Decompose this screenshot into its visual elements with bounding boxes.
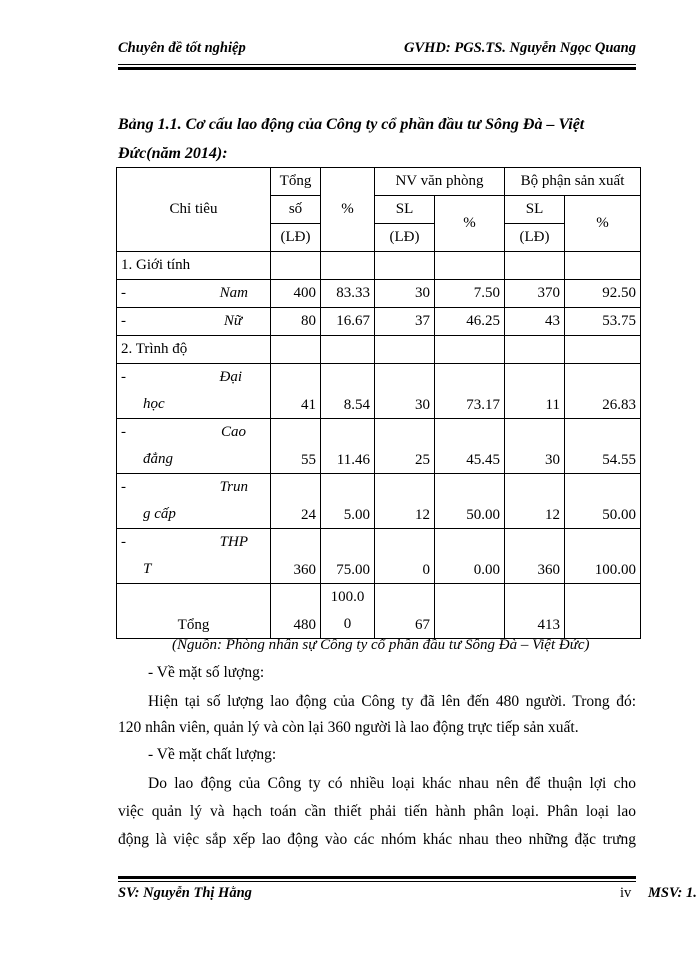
row-label: - Nam: [117, 280, 271, 308]
header-rule: [118, 64, 636, 65]
table-row: - Trun g cấp 24 5.00 12 50.00 12 50.00: [117, 474, 641, 529]
row-label: - THP T: [117, 529, 271, 584]
group-label: 1. Giới tính: [117, 252, 271, 280]
total-pct: 100.0 0: [321, 584, 375, 639]
table-row: - Đại học 41 8.54 30 73.17 11 26.83: [117, 364, 641, 419]
footer-msv: MSV: 1.: [648, 885, 697, 901]
header-bo-phan-san-xuat: Bộ phận sản xuất: [505, 168, 641, 196]
group-row-gioi-tinh: [117, 252, 641, 280]
table-source: (Nguồn: Phòng nhân sự Công ty cổ phần đầu tư Sông Đà – Việt Đức): [172, 637, 590, 653]
header-left: Chuyên đề tốt nghiệp: [118, 40, 246, 56]
para-2-line-3: động là việc sắp xếp lao động vào các nhóm khác nhau theo những đặc trưng: [118, 831, 636, 848]
footer-student: SV: Nguyễn Thị Hằng: [118, 885, 252, 901]
table-row: - Nữ 80 16.67 37 46.25 43 53.75: [117, 308, 641, 336]
page-header: [118, 40, 636, 60]
title-line-1: Bảng 1.1. Cơ cấu lao động của Công ty cổ phần đầu tư Sông Đà – Việt: [118, 116, 585, 133]
footer-rule: [118, 881, 636, 882]
header-nv-van-phong: NV văn phòng: [375, 168, 505, 196]
row-label: - Nữ: [117, 308, 271, 336]
title-line-2: Đức(năm 2014):: [118, 145, 228, 162]
group-label: 2. Trình độ: [117, 336, 271, 364]
header-tong-3: (LĐ): [271, 224, 321, 252]
header-tong-2: số: [271, 196, 321, 224]
bullet-quantity: - Về mặt số lượng:: [148, 664, 265, 681]
header-rule-thick: [118, 67, 636, 70]
row-label: - Đại học: [117, 364, 271, 419]
group-row-trinh-do: [117, 336, 641, 364]
para-1-line-2: 120 nhân viên, quản lý và còn lại 360 người là lao động trực tiếp sản xuất.: [118, 719, 579, 736]
header-chi-tieu: Chỉ tiêu: [117, 168, 271, 252]
header-row-1: [117, 168, 641, 196]
table-title: [118, 110, 638, 168]
bullet-quality: - Về mặt chất lượng:: [148, 746, 277, 763]
total-label: Tổng: [117, 584, 271, 639]
table-row: - Nam 400 83.33 30 7.50 370 92.50: [117, 280, 641, 308]
total-row: Tổng 480 100.0 0 67 413: [117, 584, 641, 639]
header-right: GVHD: PGS.TS. Nguyễn Ngọc Quang: [403, 40, 636, 56]
header-tong-1: Tổng: [271, 168, 321, 196]
table-row: - Cao đẳng 55 11.46 25 45.45 30 54.55: [117, 419, 641, 474]
table-row: - THP T 360 75.00 0 0.00 360 100.00: [117, 529, 641, 584]
footer-rule-thick: [118, 876, 636, 879]
header-pct: %: [321, 168, 375, 252]
header-nv-sl-2: (LĐ): [375, 224, 435, 252]
row-label: - Trun g cấp: [117, 474, 271, 529]
labor-structure-table: [116, 167, 641, 639]
para-2-line-2: việc quản lý và hạch toán cần thiết phải tiến hành phân loại. Phân loại lao: [118, 803, 636, 820]
para-2-line-1: Do lao động của Công ty có nhiều loại khác nhau nên để thuận lợi cho: [148, 775, 636, 792]
footer-page-number: iv: [620, 885, 632, 901]
header-nv-pct: %: [435, 196, 505, 252]
row-label: - Cao đẳng: [117, 419, 271, 474]
header-bp-sl-2: (LĐ): [505, 224, 565, 252]
header-bp-pct: %: [565, 196, 641, 252]
header-nv-sl-1: SL: [375, 196, 435, 224]
para-1-line-1: Hiện tại số lượng lao động của Công ty đã lên đến 480 người. Trong đó:: [148, 693, 636, 710]
header-bp-sl-1: SL: [505, 196, 565, 224]
